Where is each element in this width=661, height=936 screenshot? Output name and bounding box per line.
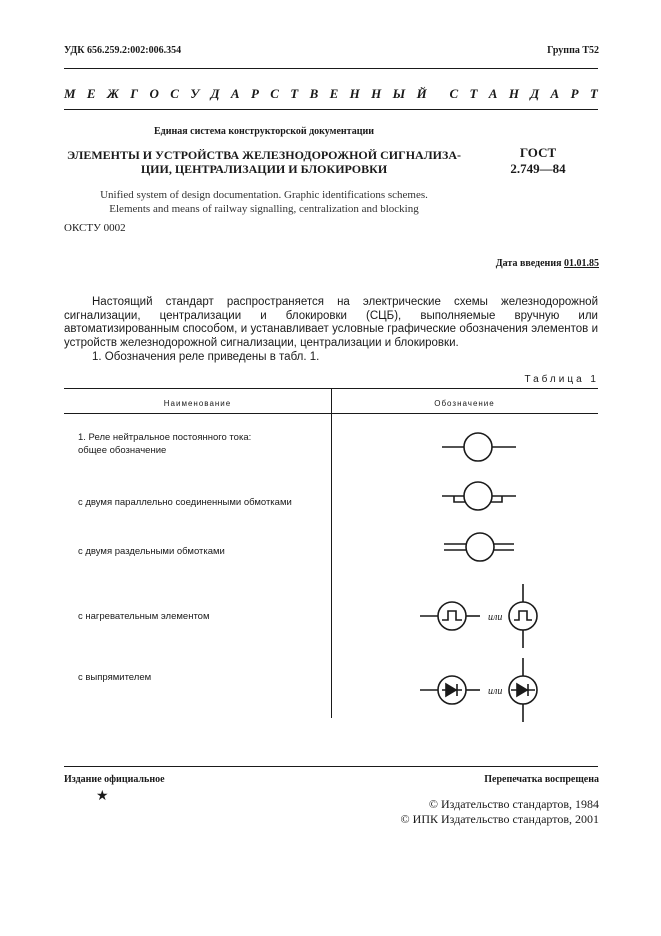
relay-general-symbol — [440, 430, 520, 464]
table-row-5-name: с выпрямителем — [78, 672, 152, 683]
interstate-letter: А — [550, 86, 560, 101]
item-1-text: 1. Обозначения реле приведены в табл. 1. — [92, 351, 320, 363]
interstate-letter: С — [170, 86, 179, 101]
interstate-letter: У — [190, 86, 200, 101]
interstate-letter: С — [270, 86, 279, 101]
udk-code: УДК 656.259.2:002:006.354 — [64, 45, 182, 56]
document-title — [64, 148, 464, 176]
relay-heating-element-symbol — [418, 582, 548, 650]
interstate-letter: Ы — [392, 86, 406, 101]
english-title-line-1: Unified system of design documentation. Graphic identifications schemes. — [100, 189, 428, 201]
official-edition-label: Издание официальное — [64, 774, 165, 785]
interstate-letter: Г — [130, 86, 139, 101]
interstate-letter: Н — [508, 86, 519, 101]
interstate-letter: Т — [290, 86, 299, 101]
okstu-code: ОКСТУ 0002 — [64, 222, 126, 234]
header-rule-bottom — [64, 109, 598, 110]
interstate-letter: А — [230, 86, 240, 101]
english-title-line-2: Elements and means of railway signalling, centralization and blocking — [109, 203, 419, 215]
interstate-letter: В — [309, 86, 319, 101]
table-row-1-line-1: 1. Реле нейтральное постоянного тока: — [78, 432, 252, 443]
relay-parallel-windings-symbol — [440, 480, 520, 516]
interstate-letter: Й — [416, 86, 427, 101]
effective-date-label: Дата введения — [495, 258, 562, 269]
footer-rule — [64, 766, 598, 767]
interstate-letter: Р — [250, 86, 259, 101]
system-name: Единая система конструкторской документации — [154, 126, 374, 137]
relay-separate-windings-symbol — [440, 530, 520, 564]
title-line-1: ЭЛЕМЕНТЫ И УСТРОЙСТВА ЖЕЛЕЗНОДОРОЖНОЙ СИГНАЛИЗА- — [67, 148, 461, 162]
or-label-rectifier: или — [488, 686, 503, 697]
effective-date — [496, 258, 599, 269]
interstate-letter: Т — [469, 86, 478, 101]
table-column-divider — [331, 388, 332, 718]
interstate-letter: М — [64, 86, 76, 101]
or-label-heating: или — [488, 612, 503, 623]
table-row-2-name: с двумя параллельно соединенными обмотками — [78, 497, 292, 508]
interstate-letter: Т — [589, 86, 598, 101]
table-row-3-name: с двумя раздельными обмотками — [78, 546, 225, 557]
star-icon: ★ — [96, 789, 109, 804]
copyright-line-1: © Издательство стандартов, 1984 — [428, 797, 599, 811]
interstate-letter: О — [149, 86, 159, 101]
interstate-letter: Н — [349, 86, 360, 101]
gost-number — [496, 145, 580, 177]
interstate-letter: С — [449, 86, 459, 101]
gost-label: ГОСТ — [519, 145, 557, 160]
interstate-letter: Н — [371, 86, 382, 101]
interstate-letter: Е — [329, 86, 339, 101]
reprint-prohibited-label: Перепечатка воспрещена — [484, 774, 599, 785]
copyright-block — [401, 797, 599, 827]
table-row-1-name — [78, 431, 251, 457]
header-rule-top — [64, 68, 598, 69]
column-header-name: Наименование — [163, 399, 232, 408]
table-caption: Таблица 1 — [524, 374, 599, 385]
column-header-symbol: Обозначение — [434, 399, 495, 408]
interstate-letter: Д — [210, 86, 220, 101]
interstate-letter: Ж — [106, 86, 119, 101]
table-row-1-line-2: общее обозначение — [78, 445, 167, 456]
interstate-letter: Е — [86, 86, 96, 101]
relay-rectifier-symbol — [418, 656, 548, 724]
effective-date-value: 01.01.85 — [564, 258, 599, 269]
copyright-line-2: © ИПК Издательство стандартов, 2001 — [400, 812, 599, 826]
intro-paragraph: Настоящий стандарт распространяется на электрические схемы железнодорожной сигнализации, централизации и блокировки (СЦБ), выполняемые вручную или автоматизированным способом, и устанавливает условные графические обозначения элементов и устройств железнодорожной сигнализации, централизации и блокировки. — [64, 296, 598, 349]
interstate-standard-heading — [64, 86, 598, 102]
title-line-2: ЦИИ, ЦЕНТРАЛИЗАЦИИ И БЛОКИРОВКИ — [140, 162, 388, 176]
gost-code: 2.749—84 — [510, 161, 566, 176]
interstate-letter: Р — [570, 86, 579, 101]
group-code: Группа Т52 — [547, 45, 599, 56]
interstate-letter: Д — [530, 86, 540, 101]
table-row-4-name: с нагревательным элементом — [78, 611, 210, 622]
english-title — [64, 188, 464, 216]
interstate-letter: А — [488, 86, 498, 101]
